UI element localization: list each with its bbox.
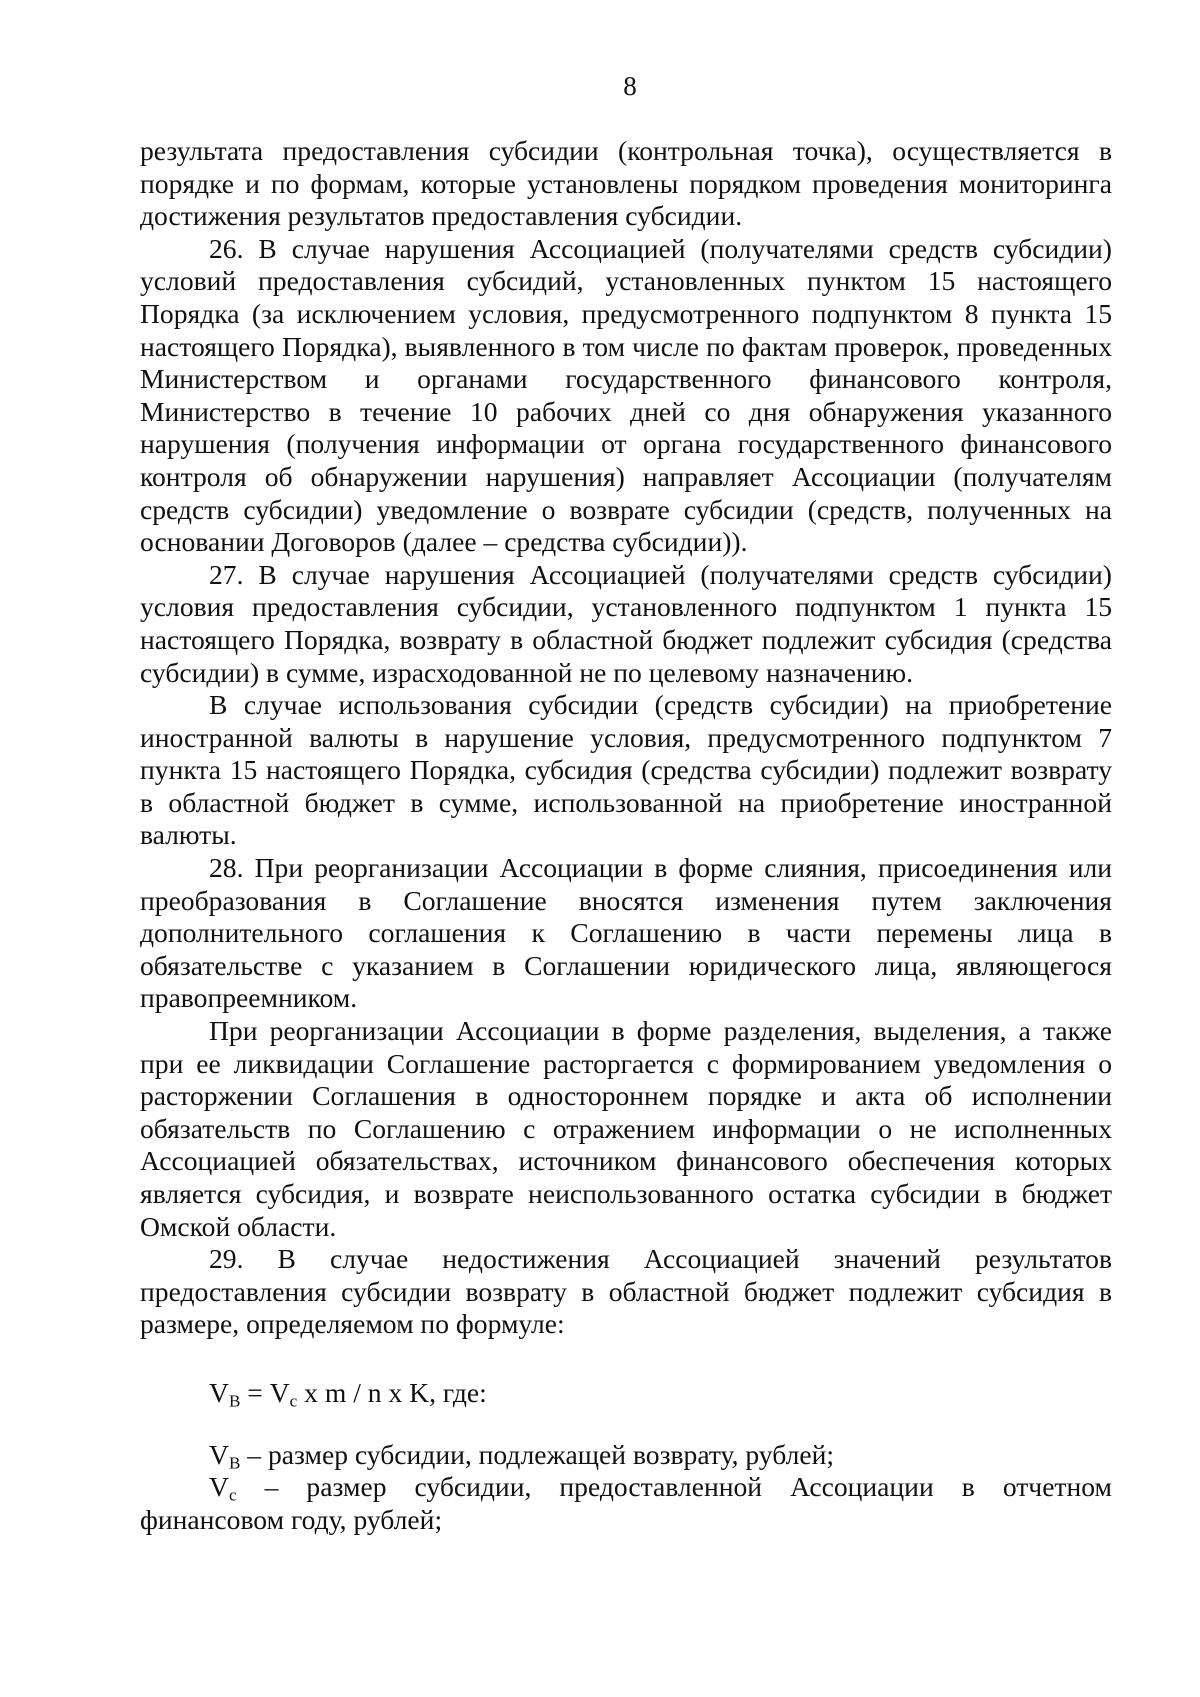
paragraph-27: 27. В случае нарушения Ассоциацией (получателями средств субсидии) условия предоставления субсидии, установленного подпунктом 1 пункта 15 настоящего Порядка, возврату в областной бюджет подлежит субсидия (средства субсидии) в сумме, израсходованной не по целевому назначению.	[140, 558, 1112, 688]
formula-rhs-subscript: c	[289, 1391, 298, 1411]
definition-text: – размер субсидии, предоставленной Ассоциации в отчетном финансовом году, рублей;	[140, 1471, 1112, 1535]
formula-lhs-base: V	[209, 1376, 229, 1408]
definition-text: – размер субсидии, подлежащей возврату, рублей;	[240, 1438, 835, 1470]
paragraph-27-foreign-currency: В случае использования субсидии (средств субсидии) на приобретение иностранной валюты в нарушение условия, предусмотренного подпунктом 7 пункта 15 настоящего Порядка, субсидия (средства субсидии) подлежит возврату в областной бюджет в сумме, использованной на приобретение иностранной валюты.	[140, 689, 1112, 851]
formula-rest: x m / n x K, где:	[297, 1376, 487, 1408]
formula-rhs-base: V	[269, 1376, 290, 1408]
formula	[140, 1377, 1112, 1410]
definition-symbol-base: V	[209, 1471, 229, 1503]
definition-symbol-subscript: В	[228, 1452, 241, 1472]
definition-vc	[140, 1471, 1112, 1536]
page-number: 8	[623, 71, 637, 101]
paragraph-28: 28. При реорганизации Ассоциации в форме слияния, присоединения или преобразования в Соглашение вносятся изменения путем заключения дополнительного соглашения к Соглашению в части перемены лица в обязательстве с указанием в Соглашении юридического лица, являющегося правопреемником.	[140, 852, 1112, 1014]
paragraph-26: 26. В случае нарушения Ассоциацией (получателями средств субсидии) условий предоставления субсидий, установленных пунктом 15 настоящего Порядка (за исключением условия, предусмотренного подпунктом 8 пункта 15 настоящего Порядка), выявленного в том числе по фактам проверок, проведенных Министерством и органами государственного финансового контроля, Министерство в течение 10 рабочих дней со дня обнаружения указанного нарушения (получения информации от органа государственного финансового контроля об обнаружении нарушения) направляет Ассоциации (получателям средств субсидии) уведомление о возврате субсидии (средств, полученных на основании Договоров (далее – средства субсидии)).	[140, 232, 1112, 558]
definition-symbol-subscript: c	[228, 1485, 237, 1505]
formula-lhs-subscript: В	[228, 1391, 241, 1411]
formula-equals: =	[240, 1376, 270, 1408]
paragraph-29: 29. В случае недостижения Ассоциацией значений результатов предоставления субсидии возврату в областной бюджет подлежит субсидия в размере, определяемом по формуле:	[140, 1243, 1112, 1340]
paragraph-28-liquidation: При реорганизации Ассоциации в форме разделения, выделения, а также при ее ликвидации Соглашение расторгается с формированием уведомления о расторжении Соглашения в одностороннем порядке и акта об исполнении обязательств по Соглашению с отражением информации о не исполненных Ассоциацией обязательствах, источником финансового обеспечения которых является субсидия, и возврате неиспользованного остатка субсидии в бюджет Омской области.	[140, 1015, 1112, 1242]
paragraph-continuation: результата предоставления субсидии (контрольная точка), осуществляется в порядке и по формам, которые установлены порядком проведения мониторинга достижения результатов предоставления субсидии.	[140, 135, 1112, 232]
definition-symbol-base: V	[209, 1438, 229, 1470]
definition-vb	[140, 1439, 1112, 1472]
document-body	[140, 135, 1112, 1536]
